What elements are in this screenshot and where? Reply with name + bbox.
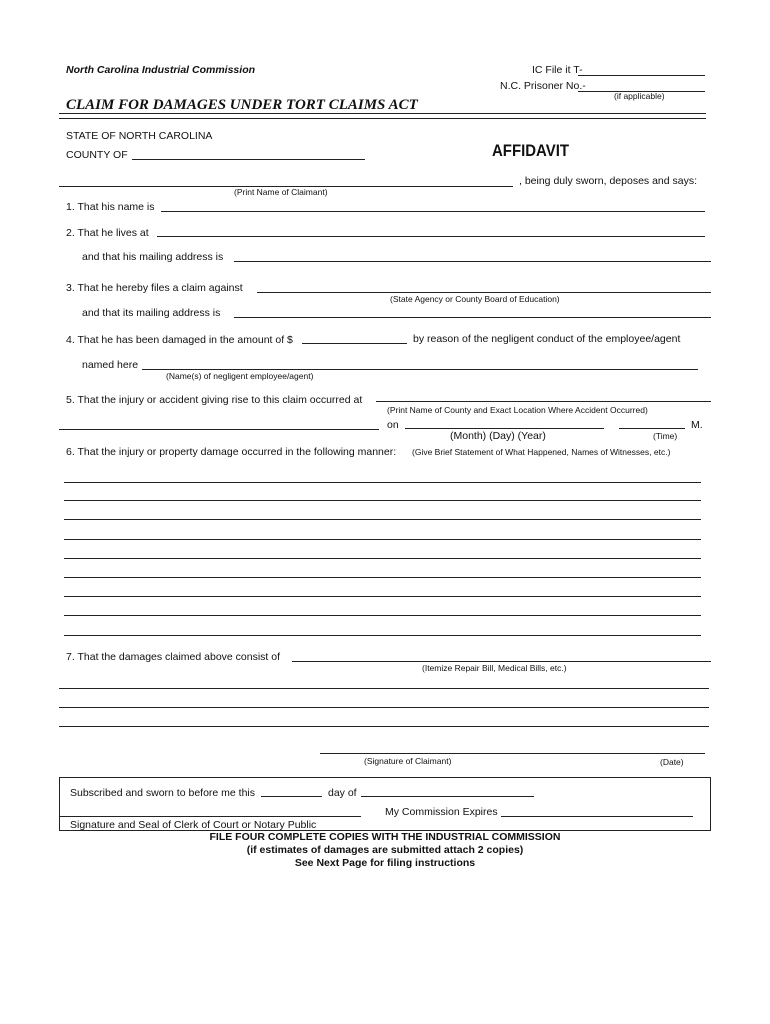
manner-line[interactable] [64,500,701,501]
employee-caption: (Name(s) of negligent employee/agent) [166,371,314,381]
date-caption: (Month) (Day) (Year) [450,430,546,442]
if-applicable-caption: (if applicable) [614,91,665,101]
claim-against-label: 3. That he hereby files a claim against [66,282,243,294]
damages-consist-label: 7. That the damages claimed above consist of [66,651,281,663]
date-field[interactable] [405,428,604,429]
manner-line[interactable] [64,635,701,636]
manner-line[interactable] [64,596,701,597]
manner-caption: (Give Brief Statement of What Happened, Names of Witnesses, etc.) [412,447,671,457]
notary-seal-label: Signature and Seal of Clerk of Court or Notary Public [70,819,317,831]
employee-name-field[interactable] [142,369,698,370]
signature-date-caption: (Date) [660,757,684,767]
print-name-caption: (Print Name of Claimant) [234,187,328,197]
manner-line[interactable] [64,519,701,520]
manner-line[interactable] [64,539,701,540]
notary-month-field[interactable] [361,796,534,797]
mailing-address-field[interactable] [234,261,711,262]
time-caption: (Time) [653,431,678,441]
footer-estimates-note: (if estimates of damages are submitted attach 2 copies) [246,844,524,856]
manner-label: 6. That the injury or property damage occurred in the following manner: [66,446,397,458]
manner-line[interactable] [64,558,701,559]
prisoner-number-label: N.C. Prisoner No.- [500,80,586,92]
residence-field[interactable] [157,236,705,237]
state-label: STATE OF NORTH CAROLINA [66,130,213,142]
damages-field[interactable] [292,661,711,662]
commission-expires-label: My Commission Expires [385,806,498,818]
ic-file-label: IC File it T- [532,64,583,76]
damage-amount-label: 4. That he has been damaged in the amount of $ [66,334,293,346]
manner-line[interactable] [64,577,701,578]
damage-amount-field[interactable] [302,343,407,344]
location-field[interactable] [376,401,711,402]
name-field[interactable] [161,211,705,212]
form-title: CLAIM FOR DAMAGES UNDER TORT CLAIMS ACT [66,97,418,113]
affidavit-heading: AFFIDAVIT [492,141,570,160]
subscribed-label: Subscribed and sworn to before me this [70,787,256,799]
notary-signature-field[interactable] [59,816,361,817]
damages-line[interactable] [59,688,709,689]
agency-name: North Carolina Industrial Commission [66,64,256,76]
notary-day-field[interactable] [261,796,322,797]
ic-file-field[interactable] [578,75,705,76]
sworn-text: , being duly sworn, deposes and says: [519,175,698,187]
negligent-conduct-label: by reason of the negligent conduct of the employee/agent [413,333,681,345]
title-rule-top [59,113,706,114]
agency-field[interactable] [257,292,711,293]
manner-line[interactable] [64,615,701,616]
named-here-label: named here [82,359,139,371]
on-label: on [387,419,399,431]
county-label: COUNTY OF [66,149,128,161]
signature-caption: (Signature of Claimant) [364,756,452,766]
agency-address-field[interactable] [234,317,711,318]
lives-label: 2. That he lives at [66,227,149,239]
claimant-signature-field[interactable] [320,753,705,754]
m-label: M. [691,419,703,431]
damages-line[interactable] [59,707,709,708]
commission-expires-field[interactable] [501,816,693,817]
title-rule-bottom [59,118,706,119]
mailing-label: and that his mailing address is [82,251,224,263]
its-mailing-label: and that its mailing address is [82,307,221,319]
manner-line[interactable] [64,482,701,483]
itemize-caption: (Itemize Repair Bill, Medical Bills, etc.) [422,663,567,673]
time-field[interactable] [619,428,685,429]
agency-caption: (State Agency or County Board of Education) [390,294,560,304]
county-field[interactable] [132,159,365,160]
footer-file-copies: FILE FOUR COMPLETE COPIES WITH THE INDUSTRIAL COMMISSION [209,831,561,843]
day-of-label: day of [328,787,357,799]
injury-location-label: 5. That the injury or accident giving rise to this claim occurred at [66,394,363,406]
location-caption: (Print Name of County and Exact Location Where Accident Occurred) [387,405,648,415]
footer-see-next-page: See Next Page for filing instructions [294,857,476,869]
name-label: 1. That his name is [66,201,155,213]
location-continued-field[interactable] [59,429,379,430]
damages-line[interactable] [59,726,709,727]
